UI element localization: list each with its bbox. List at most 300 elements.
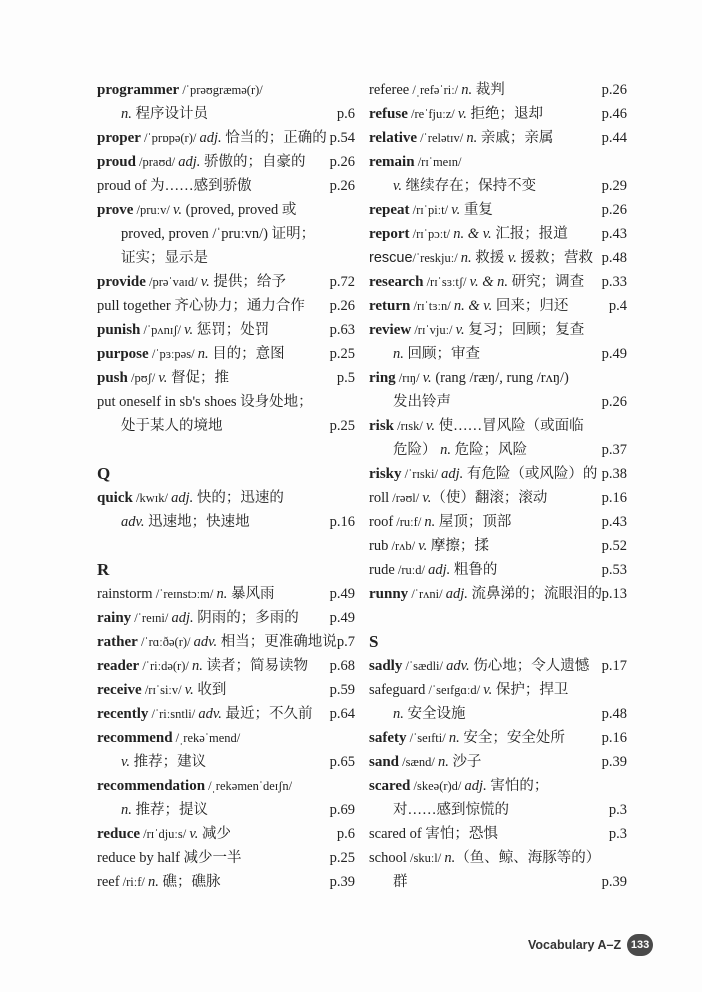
page-reference: p.25: [329, 346, 355, 362]
part-of-speech: v.: [422, 370, 432, 386]
left-column: [97, 78, 355, 894]
entry-text: (rang /ræŋ/, rung /rʌŋ/): [431, 370, 569, 386]
part-of-speech: v.: [172, 202, 182, 218]
vocabulary-entry: [97, 126, 355, 150]
part-of-speech: v.: [158, 370, 168, 386]
vocabulary-entry: [97, 486, 355, 534]
entry-line: [369, 270, 627, 294]
entry-line: [97, 678, 355, 702]
page-reference: p.68: [329, 658, 355, 674]
entry-line: [369, 414, 627, 438]
phonetic: /rɪˈpɔːt/: [409, 227, 454, 241]
entry-line: [97, 486, 355, 510]
entry-text: 研究；调查: [508, 274, 585, 290]
entry-text: reef: [97, 874, 120, 890]
part-of-speech: n.: [448, 730, 460, 746]
entry-text: put oneself in sb's shoes 设身处地；: [97, 394, 313, 410]
phonetic: /ˈriːdə(r)/: [139, 659, 192, 673]
headword: sadly: [369, 658, 403, 674]
entry-text: 安全设施: [403, 706, 466, 722]
page-reference: p.49: [329, 610, 355, 626]
entry-text: 程序设计员: [131, 106, 208, 122]
entry-text: 读者；简易读物: [202, 658, 308, 674]
headword: rainy: [97, 610, 132, 626]
part-of-speech: n.: [216, 586, 228, 602]
page-reference: p.26: [329, 154, 355, 170]
entry-text: （使）翻滚；滚动: [431, 490, 548, 506]
page-reference: p.63: [329, 322, 355, 338]
entry-line: [97, 510, 355, 534]
entry-line: [97, 294, 355, 318]
page-reference: p.26: [601, 82, 627, 98]
vocabulary-entry: [369, 486, 627, 510]
entry-text: reduce by half 减少一半: [97, 850, 242, 866]
headword: research: [369, 274, 424, 290]
part-of-speech: adj.: [171, 490, 194, 506]
entry-text: 最近；不久前: [221, 706, 313, 722]
vocabulary-entry: [369, 822, 627, 846]
entry-line: [97, 846, 355, 870]
headword: ring: [369, 370, 396, 386]
page-reference: p.48: [601, 706, 627, 722]
part-of-speech: v.: [425, 418, 435, 434]
entry-line: [97, 342, 355, 366]
headword: punish: [97, 322, 141, 338]
entry-line: [369, 126, 627, 150]
headword: rather: [97, 634, 138, 650]
part-of-speech: v.: [483, 682, 493, 698]
page-reference: p.39: [601, 754, 627, 770]
part-of-speech: v. & n.: [469, 274, 509, 290]
entry-line: [369, 390, 627, 414]
entry-line: [97, 150, 355, 174]
phonetic: /rəʊl/: [389, 491, 423, 505]
phonetic: /rɪsk/: [394, 419, 426, 433]
part-of-speech: adj.: [464, 778, 487, 794]
page-reference: p.26: [601, 202, 627, 218]
vocabulary-entry: [369, 78, 627, 102]
phonetic: /ˈsædli/: [402, 659, 447, 673]
part-of-speech: v.: [121, 754, 130, 770]
page-reference: p.16: [601, 490, 627, 506]
phonetic: /ˈreɪni/: [131, 611, 172, 625]
phonetic: /ˈseɪfti/: [406, 731, 449, 745]
part-of-speech: v.: [189, 826, 199, 842]
entry-text: （鱼、鲸、海豚等的）: [455, 850, 601, 866]
part-of-speech: adj.: [428, 562, 451, 578]
entry-text: 流鼻涕的；流眼泪的: [467, 586, 602, 602]
part-of-speech: v.: [418, 538, 428, 554]
page-reference: p.39: [329, 874, 355, 890]
page-reference: p.65: [329, 754, 355, 770]
entry-text: 群: [393, 874, 408, 890]
phonetic: /sænd/: [399, 755, 438, 769]
entry-text: school: [369, 850, 407, 866]
entry-line: [97, 630, 355, 654]
vocabulary-entry: [369, 654, 627, 678]
part-of-speech: n.: [121, 106, 132, 122]
entry-text: proud of 为……感到骄傲: [97, 178, 252, 194]
entry-line: [97, 78, 355, 102]
page-reference: p.3: [608, 826, 627, 842]
vocabulary-entry: [97, 870, 355, 894]
entry-line: [97, 390, 355, 414]
phonetic: /reˈfjuːz/: [407, 107, 458, 121]
phonetic: /rɪˈpiːt/: [409, 203, 452, 217]
page-reference: p.72: [329, 274, 355, 290]
part-of-speech: v.: [455, 322, 465, 338]
phonetic: /rɪˈvjuː/: [411, 323, 456, 337]
entry-text: 惩罚；处罚: [193, 322, 270, 338]
spacer: [369, 606, 627, 630]
part-of-speech: adj.: [199, 130, 222, 146]
part-of-speech: n.: [121, 802, 132, 818]
section-letter: Q: [97, 464, 111, 483]
phonetic: /pruːv/: [133, 203, 173, 217]
entry-text: 相当；更准确地说: [217, 634, 337, 650]
entry-line: [97, 870, 355, 894]
vocabulary-entry: [97, 294, 355, 318]
entry-line: [369, 870, 627, 894]
part-of-speech: adj.: [445, 586, 468, 602]
vocabulary-entry: [369, 510, 627, 534]
part-of-speech: n. & v.: [453, 298, 493, 314]
phonetic: /ˈrɑːðə(r)/: [137, 635, 194, 649]
part-of-speech: n.: [191, 658, 203, 674]
phonetic: /ˈreskjuː/: [412, 251, 461, 265]
entry-line: [97, 606, 355, 630]
vocabulary-entry: [97, 78, 355, 126]
page-reference: p.7: [336, 634, 355, 650]
headword: prove: [97, 202, 134, 218]
headword: report: [369, 226, 410, 242]
entry-line: [369, 678, 627, 702]
page-reference: p.39: [601, 874, 627, 890]
entry-text: 粗鲁的: [450, 562, 498, 578]
phonetic: /ˈrɪski/: [401, 467, 442, 481]
entry-text: pull together 齐心协力；通力合作: [97, 298, 305, 314]
entry-line: [369, 582, 627, 606]
phonetic: /ruːd/: [394, 563, 429, 577]
entry-line: [369, 438, 627, 462]
entry-text: 收到: [193, 682, 227, 698]
entry-text: 回来；归还: [492, 298, 569, 314]
entry-text: 礁；礁脉: [158, 874, 221, 890]
headword: risky: [369, 466, 402, 482]
entry-text: 减少: [198, 826, 231, 842]
section-letter: R: [97, 560, 110, 579]
entry-text: rainstorm: [97, 586, 153, 602]
vocabulary-entry: [369, 678, 627, 726]
phonetic: /ˈrʌni/: [408, 587, 446, 601]
entry-line: [97, 822, 355, 846]
headword: repeat: [369, 202, 410, 218]
entry-text: 回顾；审查: [403, 346, 480, 362]
part-of-speech: n.: [444, 850, 456, 866]
entry-line: [97, 222, 355, 246]
part-of-speech: n.: [437, 754, 449, 770]
phonetic: /ˈprəʊgræmə(r)/: [179, 83, 263, 97]
headword: safety: [369, 730, 407, 746]
entry-text: rub: [369, 538, 389, 554]
entry-line: [369, 510, 627, 534]
headword: recently: [97, 706, 149, 722]
headword: refuse: [369, 106, 408, 122]
part-of-speech: v.: [393, 178, 402, 194]
page-reference: p.25: [329, 418, 355, 434]
entry-text: 迅速地；快速地: [144, 514, 250, 530]
entry-line: [369, 222, 627, 246]
headword: push: [97, 370, 128, 386]
entry-text: 摩擦；揉: [427, 538, 489, 554]
page-reference: p.33: [601, 274, 627, 290]
entry-text: 督促；推: [167, 370, 229, 386]
entry-line: [369, 702, 627, 726]
entry-text: 处于某人的境地: [121, 418, 223, 434]
entry-line: [369, 150, 627, 174]
entry-text: 骄傲的；自豪的: [200, 154, 306, 170]
entry-line: [97, 798, 355, 822]
vocabulary-entry: [369, 270, 627, 294]
phonetic: /prəˈvaɪd/: [145, 275, 201, 289]
entry-line: [369, 246, 627, 270]
part-of-speech: v.: [457, 106, 467, 122]
part-of-speech: n.: [393, 346, 404, 362]
entry-text: 安全；安全处所: [459, 730, 565, 746]
section-letter: S: [369, 632, 379, 651]
entry-text: scared of 害怕；恐惧: [369, 826, 498, 842]
entry-text: 害怕的；: [486, 778, 549, 794]
phonetic: /ˌrekəmenˈdeɪʃn/: [205, 779, 293, 793]
vocabulary-entry: [369, 582, 627, 606]
vocabulary-entry: [369, 222, 627, 246]
vocabulary-entry: [97, 174, 355, 198]
entry-text: 发出铃声: [393, 394, 451, 410]
entry-text: safeguard: [369, 682, 426, 698]
vocabulary-entry: [97, 342, 355, 366]
entry-line: [369, 654, 627, 678]
entry-line: [369, 486, 627, 510]
part-of-speech: v.: [200, 274, 210, 290]
vocabulary-entry: [369, 294, 627, 318]
headword: provide: [97, 274, 146, 290]
entry-line: [369, 822, 627, 846]
entry-text: 暴风雨: [227, 586, 275, 602]
headword: programmer: [97, 82, 180, 98]
headword: risk: [369, 418, 395, 434]
entry-line: [97, 726, 355, 750]
entry-line: [369, 846, 627, 870]
part-of-speech: n.: [424, 514, 436, 530]
page-reference: p.53: [601, 562, 627, 578]
vocabulary-entry: [369, 246, 627, 270]
page-reference: p.48: [601, 250, 627, 266]
vocabulary-entry: [369, 534, 627, 558]
phonetic: /rɪˈtɜːn/: [410, 299, 454, 313]
entry-line: [97, 654, 355, 678]
headword: proud: [97, 154, 136, 170]
vocabulary-entry: [369, 846, 627, 894]
entry-line: [97, 270, 355, 294]
entry-line: [369, 558, 627, 582]
page-reference: p.49: [329, 586, 355, 602]
entry-text: 对……感到惊慌的: [393, 802, 509, 818]
part-of-speech: n.: [466, 130, 478, 146]
part-of-speech: v.: [507, 250, 517, 266]
part-of-speech: n. & v.: [453, 226, 492, 242]
phonetic: /kwɪk/: [132, 491, 172, 505]
entry-line: [97, 174, 355, 198]
headword: quick: [97, 490, 133, 506]
phonetic: /rɪˈdjuːs/: [140, 827, 190, 841]
entry-text: 有危险（或风险）的: [463, 466, 598, 482]
entry-line: [97, 366, 355, 390]
entry-text: 证实；显示是: [121, 250, 208, 266]
entry-text: 援救；营救: [516, 250, 594, 266]
headword: return: [369, 298, 411, 314]
phonetic: /ˈrelətɪv/: [417, 131, 467, 145]
vocabulary-entry: [369, 414, 627, 462]
section-label: Vocabulary A–Z: [528, 938, 622, 952]
vocabulary-entry: [97, 582, 355, 606]
vocabulary-entry: [369, 750, 627, 774]
vocabulary-entry: [369, 558, 627, 582]
phonetic: /rɪˈmeɪn/: [414, 155, 462, 169]
spacer: [97, 438, 355, 462]
entry-line: [97, 318, 355, 342]
page-reference: p.52: [601, 538, 627, 554]
part-of-speech: v.: [184, 322, 194, 338]
entry-line: [369, 462, 627, 486]
vocabulary-entry: [97, 774, 355, 822]
page-reference: p.26: [329, 178, 355, 194]
entry-line: [369, 726, 627, 750]
entry-text: 救援: [471, 250, 508, 266]
entry-text: 拒绝；退却: [466, 106, 543, 122]
entry-text: 阴雨的；多雨的: [193, 610, 299, 626]
entry-line: [369, 342, 627, 366]
part-of-speech: n.: [393, 706, 404, 722]
phonetic: /ruːf/: [393, 515, 425, 529]
phonetic: /praʊd/: [135, 155, 179, 169]
right-column: [369, 78, 627, 894]
vocabulary-entry: [97, 630, 355, 654]
page-reference: p.6: [336, 826, 355, 842]
page-reference: p.26: [601, 394, 627, 410]
vocabulary-entry: [369, 102, 627, 126]
entry-line: [97, 774, 355, 798]
phonetic: /pʊʃ/: [127, 371, 159, 385]
page-footer: [528, 934, 653, 956]
headword: recommendation: [97, 778, 206, 794]
part-of-speech: n.: [440, 442, 451, 458]
part-of-speech: adv.: [193, 634, 218, 650]
entry-line: [369, 750, 627, 774]
vocabulary-entry: [97, 702, 355, 726]
phonetic: /riːf/: [119, 875, 148, 889]
entry-line: [369, 78, 627, 102]
phonetic: /rʌb/: [388, 539, 419, 553]
page-reference: p.26: [329, 298, 355, 314]
part-of-speech: n.: [460, 250, 472, 266]
entry-line: [97, 102, 355, 126]
entry-text: 重复: [460, 202, 493, 218]
part-of-speech: v.: [422, 490, 432, 506]
entry-line: [369, 174, 627, 198]
vocabulary-entry: [97, 270, 355, 294]
entry-text: roof: [369, 514, 394, 530]
entry-line: [369, 318, 627, 342]
entry-text: 推荐；建议: [130, 754, 207, 770]
page-reference: p.13: [601, 586, 627, 602]
page-reference: p.46: [601, 106, 627, 122]
entry-text: 保护；捍卫: [492, 682, 569, 698]
entry-text: rude: [369, 562, 395, 578]
headword: review: [369, 322, 412, 338]
entry-line: [97, 246, 355, 270]
part-of-speech: adj.: [178, 154, 201, 170]
vocabulary-entry: [369, 366, 627, 414]
entry-text: 目的；意图: [208, 346, 285, 362]
headword: relative: [369, 130, 418, 146]
headword: sand: [369, 754, 400, 770]
page-reference: p.29: [601, 178, 627, 194]
entry-text: 伤心地；令人遗憾: [469, 658, 590, 674]
phonetic: /ˈreɪnstɔːm/: [152, 587, 217, 601]
entry-line: [369, 798, 627, 822]
page-reference: p.37: [601, 442, 627, 458]
part-of-speech: n.: [461, 82, 473, 98]
entry-text: (proved, proved 或: [181, 202, 297, 218]
vocabulary-entry: [97, 390, 355, 438]
entry-text: 继续存在；保持不变: [402, 178, 537, 194]
headword: remain: [369, 154, 415, 170]
entry-text: 快的；迅速的: [193, 490, 284, 506]
vocabulary-entry: [97, 606, 355, 630]
vocabulary-entry: [97, 654, 355, 678]
phonetic: /rɪˈsɜːtʃ/: [423, 275, 470, 289]
entry-text: 汇报；报道: [491, 226, 568, 242]
part-of-speech: adv.: [198, 706, 222, 722]
phonetic: /skuːl/: [406, 851, 445, 865]
page-reference: p.38: [601, 466, 627, 482]
phonetic: /ˈpʌnɪʃ/: [140, 323, 185, 337]
page-reference: p.4: [608, 298, 627, 314]
vocabulary-entry: [97, 198, 355, 270]
entry-text: 复习；回顾；复查: [464, 322, 585, 338]
page-reference: p.3: [608, 802, 627, 818]
spacer: [97, 534, 355, 558]
entry-text: 亲戚；亲属: [477, 130, 554, 146]
entry-line: [97, 126, 355, 150]
vocabulary-entry: [369, 318, 627, 366]
page-reference: p.43: [601, 226, 627, 242]
entry-text: 屋顶；顶部: [435, 514, 512, 530]
entry-text: 沙子: [448, 754, 482, 770]
phonetic: /rɪˈsiːv/: [141, 683, 185, 697]
entry-line: [97, 198, 355, 222]
page-reference: p.69: [329, 802, 355, 818]
entry-text: referee: [369, 82, 410, 98]
part-of-speech: adv.: [446, 658, 470, 674]
phonetic: /ˈriːsntli/: [148, 707, 199, 721]
entry-text: roll: [369, 490, 390, 506]
vocabulary-entry: [97, 822, 355, 846]
page-reference: p.43: [601, 514, 627, 530]
entry-text: 裁判: [472, 82, 505, 98]
phonetic: /ˌrekəˈmend/: [172, 731, 241, 745]
entry-text: 恰当的；正确的: [221, 130, 327, 146]
